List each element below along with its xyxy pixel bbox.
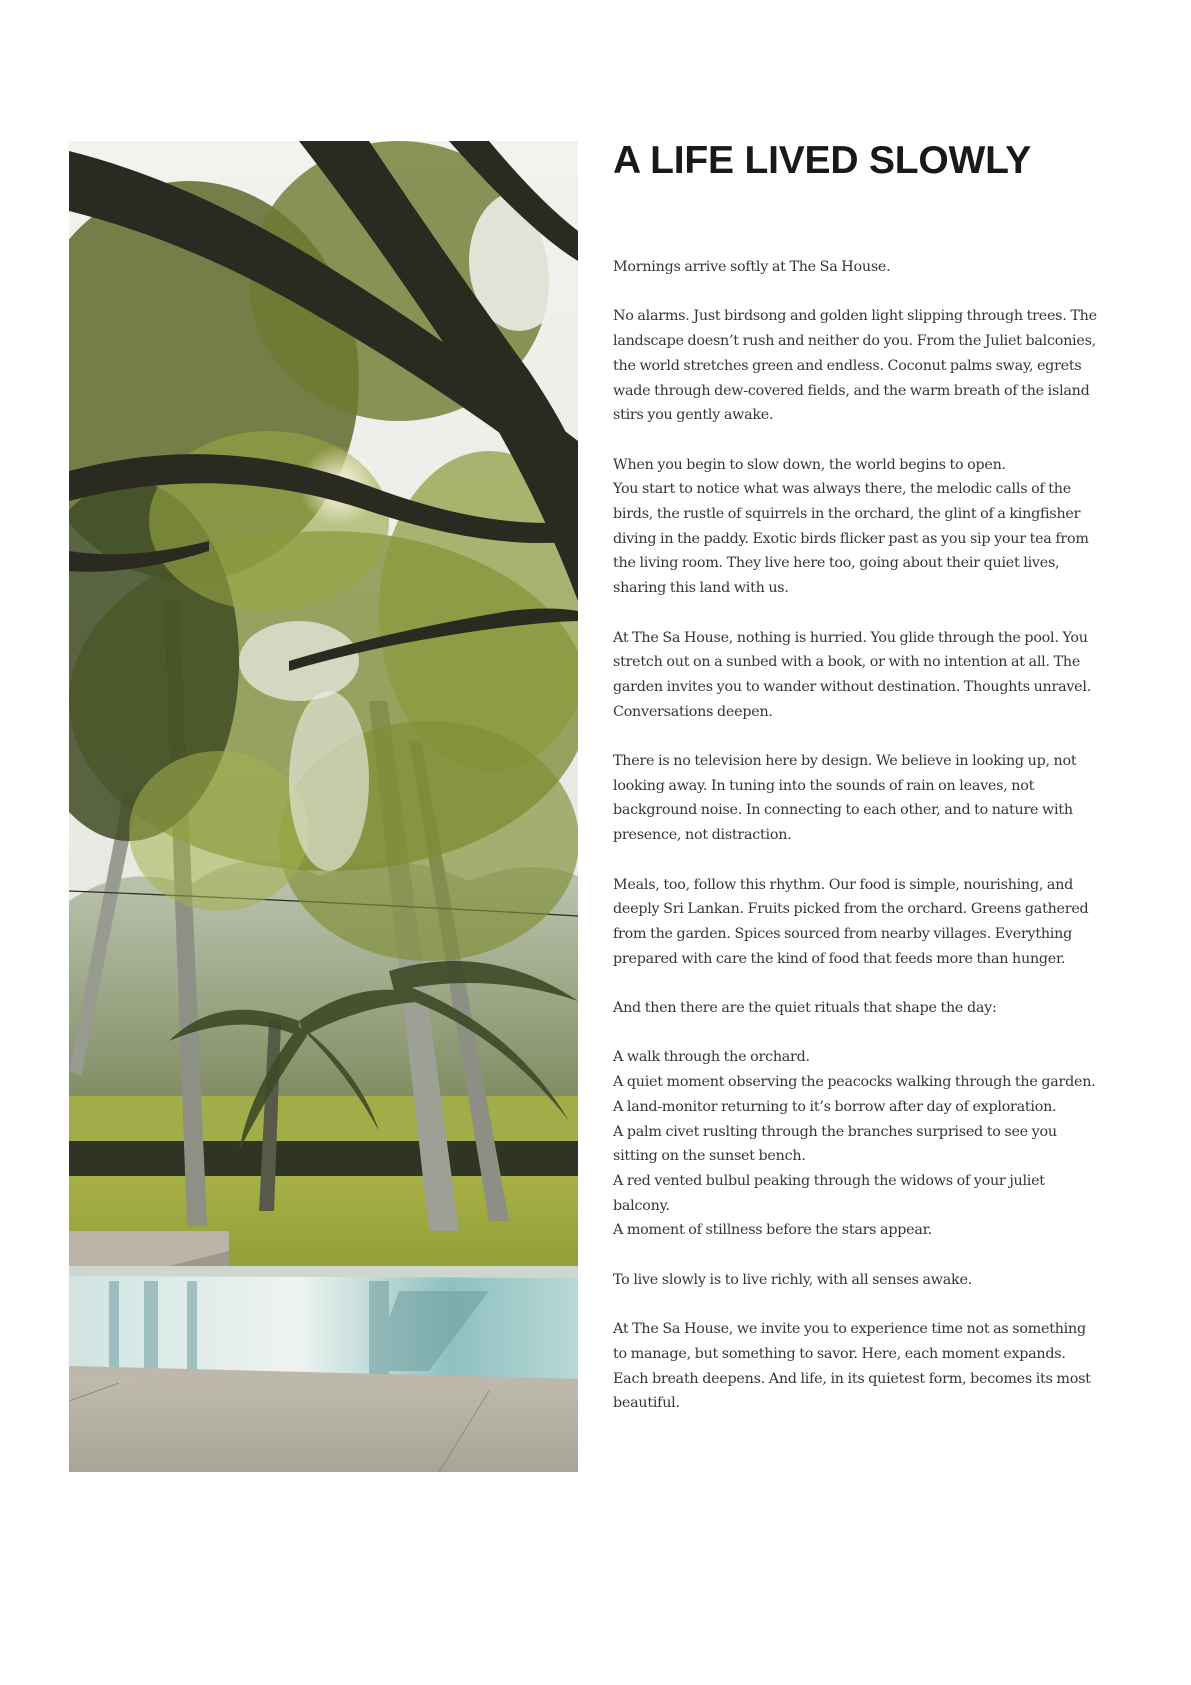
paragraph-mornings <box>613 304 1133 428</box>
text-line: to manage, but something to savor. Here, each moment expands. <box>613 1345 1066 1362</box>
paragraph-live-slowly <box>613 1268 1133 1293</box>
text-line: And then there are the quiet rituals that shape the day: <box>613 1000 997 1016</box>
text-line: When you begin to slow down, the world begins to open. <box>613 456 1006 473</box>
text-line: At The Sa House, nothing is hurried. You glide through the pool. You <box>613 629 1088 646</box>
ritual-item: A palm civet ruslting through the branches surprised to see you <box>613 1123 1057 1140</box>
garden-pool-photo <box>69 141 578 1472</box>
paragraph-intro <box>613 255 1133 280</box>
ritual-item: A walk through the orchard. <box>613 1049 810 1066</box>
text-line: wade through dew-covered fields, and the warm breath of the island <box>613 382 1090 399</box>
text-line: looking away. In tuning into the sounds of rain on leaves, not <box>613 777 1035 794</box>
ritual-item-continued: sitting on the sunset bench. <box>613 1148 806 1165</box>
paragraph-nothing-hurried <box>613 626 1133 725</box>
text-line: Mornings arrive softly at The Sa House. <box>613 259 891 275</box>
text-line: diving in the paddy. Exotic birds flicker past as you sip your tea from <box>613 530 1089 547</box>
paragraph-meals <box>613 873 1133 972</box>
text-line: sharing this land with us. <box>613 580 789 597</box>
text-line: presence, not distraction. <box>613 827 792 844</box>
paragraph-closing <box>613 1317 1133 1416</box>
text-line: You start to notice what was always there, the melodic calls of the <box>613 481 1071 498</box>
photo-illustration <box>69 141 578 1472</box>
text-line: Each breath deepens. And life, in its quietest form, becomes its most <box>613 1370 1091 1387</box>
paragraph-slow-down <box>613 453 1133 601</box>
text-line: There is no television here by design. We believe in looking up, not <box>613 753 1077 769</box>
article-body <box>613 255 1133 1416</box>
paragraph-rituals-intro <box>613 996 1133 1021</box>
page-title: A LIFE LIVED SLOWLY <box>613 139 1032 182</box>
text-line: deeply Sri Lankan. Fruits picked from the orchard. Greens gathered <box>613 901 1089 918</box>
ritual-item-continued: balcony. <box>613 1197 670 1214</box>
text-line: prepared with care the kind of food that feeds more than hunger. <box>613 950 1066 967</box>
text-line: birds, the rustle of squirrels in the orchard, the glint of a kingfisher <box>613 506 1081 522</box>
text-line: background noise. In connecting to each other, and to nature with <box>613 802 1073 819</box>
text-line: Meals, too, follow this rhythm. Our food is simple, nourishing, and <box>613 876 1074 893</box>
text-line: No alarms. Just birdsong and golden light slipping through trees. The <box>613 308 1097 325</box>
text-line: the living room. They live here too, going about their quiet lives, <box>613 555 1060 572</box>
text-line: At The Sa House, we invite you to experience time not as something <box>613 1321 1086 1338</box>
text-line: stretch out on a sunbed with a book, or with no intention at all. The <box>613 654 1081 671</box>
text-line: Conversations deepen. <box>613 703 773 720</box>
text-line: stirs you gently awake. <box>613 407 774 424</box>
paragraph-no-television <box>613 749 1133 848</box>
article <box>613 138 1133 1441</box>
ritual-item: A quiet moment observing the peacocks walking through the garden. <box>613 1074 1096 1091</box>
text-line: landscape doesn’t rush and neither do you. From the Juliet balconies, <box>613 333 1096 350</box>
text-line: from the garden. Spices sourced from nearby villages. Everything <box>613 925 1072 942</box>
rituals-list <box>613 1045 1133 1243</box>
ritual-item: A red vented bulbul peaking through the widows of your juliet <box>613 1172 1045 1189</box>
text-line: beautiful. <box>613 1395 680 1412</box>
ritual-item: A moment of stillness before the stars appear. <box>613 1222 932 1239</box>
ritual-item: A land-monitor returning to it’s borrow after day of exploration. <box>613 1098 1057 1115</box>
text-line: To live slowly is to live richly, with all senses awake. <box>613 1271 972 1288</box>
text-line: garden invites you to wander without destination. Thoughts unravel. <box>613 678 1092 695</box>
text-line: the world stretches green and endless. Coconut palms sway, egrets <box>613 357 1082 374</box>
